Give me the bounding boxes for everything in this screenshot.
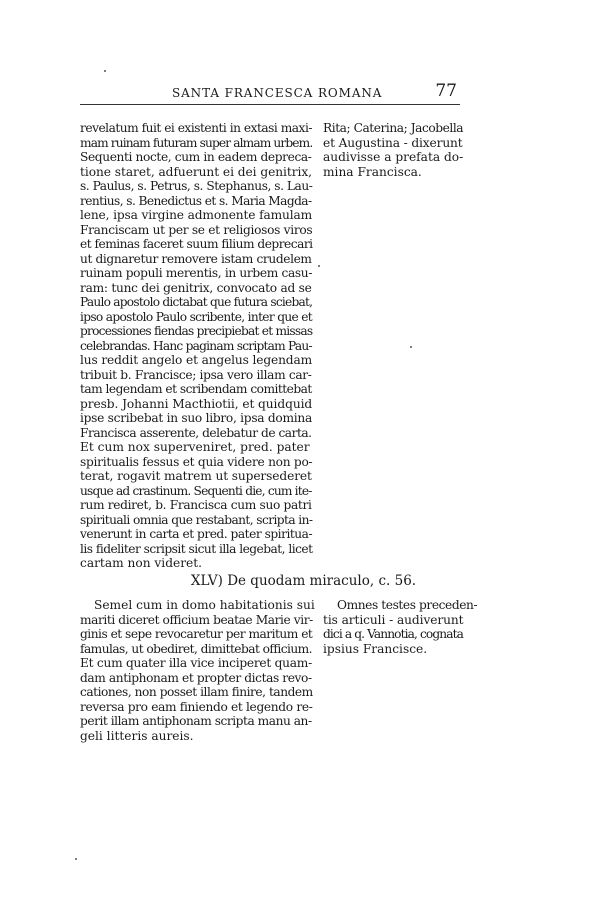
text-line: et Augustina - dixerunt (323, 135, 463, 150)
text-line: ut dignaretur removere istam crudelem (80, 251, 312, 266)
text-line: ipsius Francisce. (323, 641, 428, 656)
text-line: revelatum fuit ei existenti in extasi maxi- (80, 121, 312, 135)
text-line: reversa pro eam finiendo et legendo re- (80, 699, 313, 714)
miracle-witness-note-column (323, 598, 478, 656)
text-line: cationes, non posset illam finire, tandem (80, 685, 313, 699)
text-line: tione staret, adfuerunt ei dei genitrix, (80, 164, 313, 179)
header-rule (80, 104, 460, 105)
text-line: lis fideliter scripsit sicut illa legebat, licet (80, 541, 313, 556)
text-line: tam legendam et scribendam comittebat (80, 382, 312, 396)
text-line: ginis et sepe revocaretur per maritum et (80, 627, 313, 641)
text-line: Omnes testes preceden- (337, 598, 478, 612)
text-line: lene, ipsa virgine admonente famulam (80, 208, 313, 222)
text-line: ipse scribebat in suo libro, ipsa domina (80, 411, 312, 425)
text-line: dam antiphonam et propter dictas revo- (80, 670, 312, 685)
text-line: et feminas faceret suum filium deprecari (80, 237, 313, 251)
text-line: rentius, s. Benedictus et s. Maria Magda- (80, 193, 312, 208)
text-line: famulas, ut obediret, dimittebat officium. (80, 641, 312, 656)
miracle-text-column (80, 598, 315, 743)
text-line: Et cum quater illa vice inciperet quam- (80, 656, 312, 670)
text-line: Semel cum in domo habitationis sui (94, 598, 315, 612)
text-line: usque ad crastinum. Sequenti die, cum ite- (80, 483, 312, 498)
scan-speck (410, 346, 412, 348)
text-line: ram: tunc dei genitrix, convocato ad se (80, 280, 312, 295)
text-line: tribuit b. Francisce; ipsa vero illam car- (80, 367, 312, 382)
scan-speck (318, 265, 320, 267)
text-line: mam ruinam futuram super almam urbem. (80, 135, 313, 150)
text-line: audivisse a prefata do- (323, 150, 464, 164)
text-line: perit illam antiphonam scripta manu an- (80, 714, 312, 728)
text-line: celebrandas. Hanc paginam scriptam Pau- (80, 338, 312, 353)
section-heading: XLV) De quodam miraculo, c. 56. (190, 573, 417, 589)
text-line: dici a q. Vannotia, cognata (323, 627, 464, 641)
text-line: lus reddit angelo et angelus legendam (80, 353, 313, 367)
text-line: ipso apostolo Paulo scribente, inter que et (80, 309, 312, 324)
text-line: rum rediret, b. Francisca cum suo patri (80, 498, 312, 512)
text-line: ruinam populi merentis, in urbem casu- (80, 266, 313, 280)
text-line: Paulo apostolo dictabat que futura sciebat, (80, 295, 313, 309)
text-line: Rita; Caterina; Jacobella (323, 121, 464, 135)
text-line: Et cum nox superveniret, pred. pater (80, 440, 310, 454)
text-line: venerunt in carta et pred. pater spiritua- (80, 527, 313, 541)
text-line: spiritualis fessus et quia videre non po- (80, 454, 313, 469)
text-line: Sequenti nocte, cum in eadem depreca- (80, 150, 312, 164)
running-header-title: SANTA FRANCESCA ROMANA (172, 86, 383, 100)
text-line: processiones fiendas precipiebat et missas (80, 324, 313, 338)
page-number: 77 (435, 81, 457, 101)
text-line: Francisca asserente, delebatur de carta. (80, 425, 312, 440)
main-text-column (80, 121, 312, 571)
text-line: presb. Johanni Macthiotii, et quidquid (80, 396, 313, 411)
text-line: mina Francisca. (323, 164, 422, 179)
text-line: geli litteris aureis. (80, 728, 194, 743)
scan-speck (75, 858, 77, 860)
text-line: Franciscam ut per se et religiosos viros (80, 222, 313, 237)
text-line: s. Paulus, s. Petrus, s. Stephanus, s. Lau- (80, 179, 313, 193)
text-line: mariti diceret officium beatae Marie vir- (80, 612, 313, 627)
text-line: spirituali omnia que restabant, scripta in- (80, 512, 313, 527)
scan-speck (104, 70, 106, 72)
text-line: tis articuli - audiverunt (323, 612, 464, 627)
text-line: cartam non videret. (80, 556, 203, 570)
text-line: terat, rogavit matrem ut supersederet (80, 469, 312, 483)
witness-note-column (323, 121, 463, 179)
